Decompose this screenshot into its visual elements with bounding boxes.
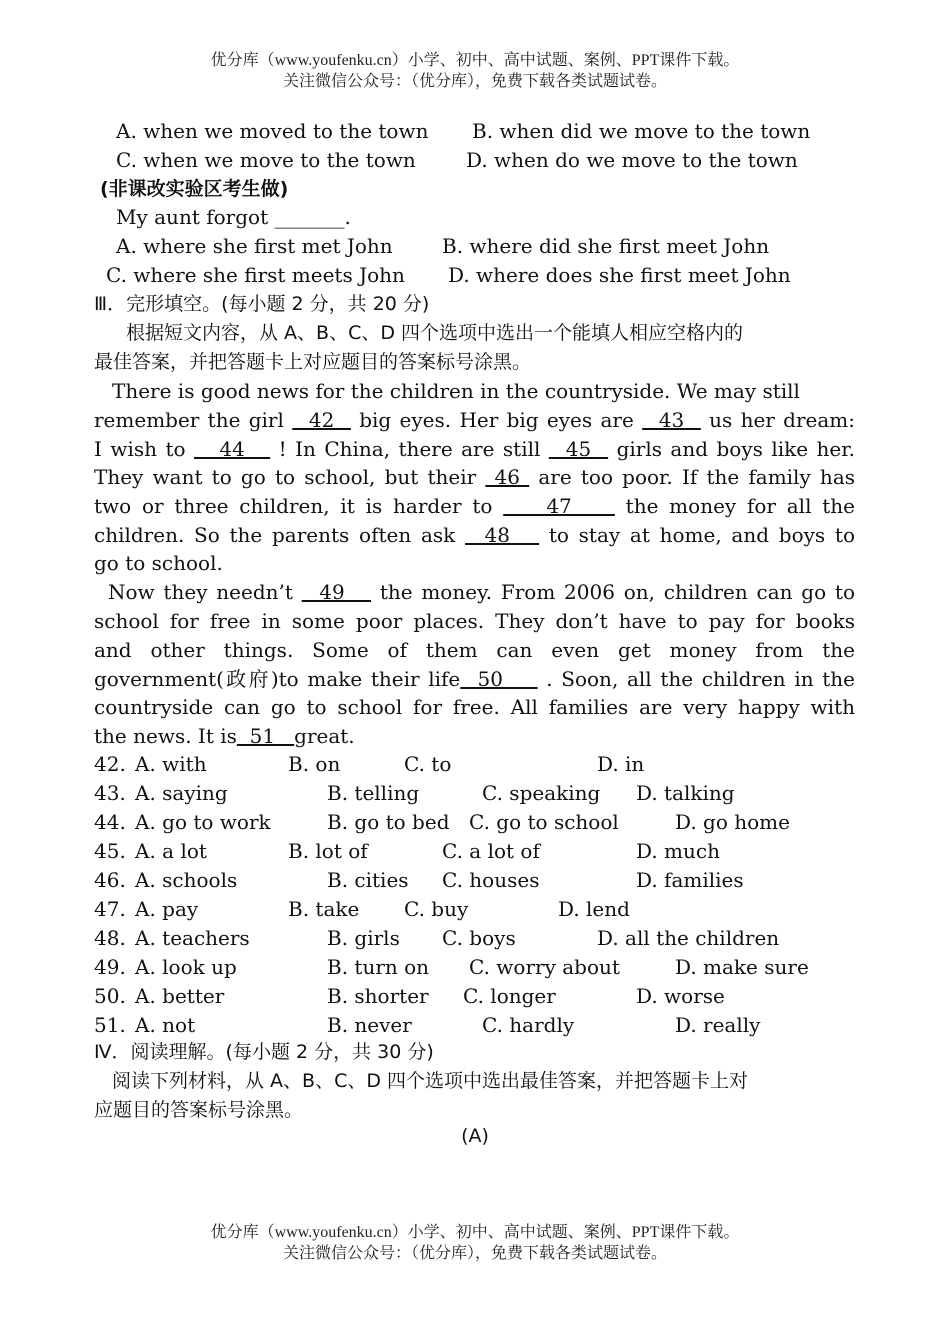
- passage-p2-line-4: government(政府)to make their life 50 . Soon, all the children in the: [94, 667, 856, 691]
- page-footer: [0, 1222, 950, 1264]
- section4-instruction-2: 应题目的答案标号涂黑。: [94, 1099, 304, 1121]
- question-option-c: C. speaking: [482, 781, 601, 805]
- blank-47: 47: [503, 494, 615, 518]
- question-option-c: C. go to school: [469, 810, 619, 834]
- page-header: [0, 50, 950, 92]
- passage-p1-line-6: children. So the parents often ask 48 to stay at home, and boys to: [94, 523, 855, 547]
- question-option-b: B. take: [288, 897, 360, 921]
- non-reform-note: (非课改实验区考生做): [100, 178, 289, 200]
- passage-p2-line-3: and other things. Some of them can even get money from the: [94, 638, 855, 662]
- question-option-d: D. much: [636, 839, 720, 863]
- question-option-b: B. cities: [327, 868, 409, 892]
- section3-instruction-1: 根据短文内容，从 A、B、C、D 四个选项中选出一个能填人相应空格内的: [126, 322, 744, 344]
- passage-p1-line-1: There is good news for the children in the countryside. We may still: [112, 379, 800, 403]
- blank-43: 43: [642, 408, 701, 432]
- question-option-c: C. hardly: [482, 1013, 575, 1037]
- question-number: 47.: [94, 897, 126, 921]
- question-option-d: D. families: [636, 868, 744, 892]
- question-option-a: A. schools: [135, 868, 238, 892]
- blank-48: 48: [465, 523, 540, 547]
- question-option-d: D. make sure: [675, 955, 809, 979]
- question-option-d: D. all the children: [597, 926, 780, 950]
- question-option-a: A. with: [135, 752, 207, 776]
- section4-title: Ⅳ．阅读理解。(每小题 2 分，共 30 分): [94, 1041, 434, 1063]
- question-option-b: B. shorter: [327, 984, 429, 1008]
- blank-42: 42: [292, 408, 351, 432]
- question-option-a: A. not: [135, 1013, 196, 1037]
- question-option-b: B. lot of: [288, 839, 368, 863]
- question-number: 49.: [94, 955, 126, 979]
- question-number: 50.: [94, 984, 126, 1008]
- blank-44: 44: [194, 437, 271, 461]
- question-option-a: A. saying: [135, 781, 228, 805]
- question-option-c: C. longer: [463, 984, 556, 1008]
- question-number: 42.: [94, 752, 126, 776]
- question-number: 44.: [94, 810, 126, 834]
- non-reform-option-c: C. where she first meets John: [106, 263, 405, 287]
- passage-p1-line-5: two or three children, it is harder to 47 the money for all the: [94, 494, 856, 518]
- passage-label: (A): [461, 1125, 489, 1147]
- question-option-b: B. go to bed: [327, 810, 450, 834]
- question-number: 43.: [94, 781, 126, 805]
- question-option-b: B. never: [327, 1013, 412, 1037]
- prev-option-a: A. when we moved to the town: [116, 119, 429, 143]
- footer-line-2: 关注微信公众号：（优分库），免费下载各类试题试卷。: [282, 1245, 667, 1262]
- question-number: 46.: [94, 868, 126, 892]
- prev-option-c: C. when we move to the town: [116, 148, 416, 172]
- blank-49: 49: [301, 580, 372, 604]
- question-number: 45.: [94, 839, 126, 863]
- non-reform-option-d: D. where does she first meet John: [448, 263, 791, 287]
- passage-p1-line-7: go to school.: [94, 551, 223, 575]
- question-option-c: C. houses: [442, 868, 540, 892]
- question-option-c: C. a lot of: [442, 839, 540, 863]
- question-option-b: B. telling: [327, 781, 420, 805]
- question-number: 51.: [94, 1013, 126, 1037]
- passage-p2-line-5: countryside can go to school for free. All families are very happy with: [94, 695, 855, 719]
- question-option-c: C. worry about: [469, 955, 620, 979]
- question-option-d: D. lend: [558, 897, 630, 921]
- prev-option-b: B. when did we move to the town: [472, 119, 811, 143]
- question-option-d: D. really: [675, 1013, 761, 1037]
- passage-p2-line-2: school for free in some poor places. They don’t have to pay for books: [94, 609, 855, 633]
- question-option-d: D. in: [597, 752, 645, 776]
- question-option-c: C. boys: [442, 926, 516, 950]
- non-reform-option-b: B. where did she first meet John: [442, 234, 770, 258]
- section3-instruction-2: 最佳答案，并把答题卡上对应题目的答案标号涂黑。: [94, 351, 532, 373]
- question-option-b: B. girls: [327, 926, 400, 950]
- question-option-d: D. talking: [636, 781, 735, 805]
- question-option-c: C. to: [404, 752, 452, 776]
- question-option-b: B. on: [288, 752, 341, 776]
- question-number: 48.: [94, 926, 126, 950]
- prev-option-d: D. when do we move to the town: [466, 148, 798, 172]
- question-option-a: A. teachers: [135, 926, 250, 950]
- footer-line-1: 优分库（www.youfenku.cn）小学、初中、高中试题、案例、PPT课件下载。: [210, 1224, 740, 1241]
- question-option-a: A. better: [135, 984, 225, 1008]
- header-line-1: 优分库（www.youfenku.cn）小学、初中、高中试题、案例、PPT课件下载。: [210, 52, 740, 69]
- question-option-d: D. go home: [675, 810, 790, 834]
- question-option-d: D. worse: [636, 984, 725, 1008]
- blank-46: 46: [485, 465, 530, 489]
- passage-p1-line-2: remember the girl 42 big eyes. Her big eyes are 43 us her dream:: [94, 408, 855, 432]
- question-option-b: B. turn on: [327, 955, 430, 979]
- blank-50: 50: [460, 667, 538, 691]
- passage-p2-line-6: the news. It is 51 great.: [94, 724, 355, 748]
- question-option-a: A. go to work: [135, 810, 271, 834]
- question-option-a: A. a lot: [135, 839, 207, 863]
- question-option-a: A. pay: [135, 897, 199, 921]
- section4-instruction-1: 阅读下列材料，从 A、B、C、D 四个选项中选出最佳答案，并把答题卡上对: [112, 1070, 749, 1092]
- passage-p1-line-3: I wish to 44 ! In China, there are still 45 girls and boys like her.: [94, 437, 855, 461]
- header-line-2: 关注微信公众号：（优分库），免费下载各类试题试卷。: [282, 73, 667, 90]
- question-option-c: C. buy: [404, 897, 469, 921]
- blank-51: 51: [236, 724, 295, 748]
- passage-p2-line-1: Now they needn’t 49 the money. From 2006 on, children can go to: [108, 580, 856, 604]
- section3-title: Ⅲ．完形填空。(每小题 2 分，共 20 分): [94, 293, 430, 315]
- blank-45: 45: [548, 437, 609, 461]
- non-reform-option-a: A. where she first met John: [116, 234, 393, 258]
- non-reform-stem: My aunt forgot _______.: [116, 205, 351, 229]
- passage-p1-line-4: They want to go to school, but their 46 are too poor. If the family has: [94, 465, 856, 489]
- question-option-a: A. look up: [135, 955, 237, 979]
